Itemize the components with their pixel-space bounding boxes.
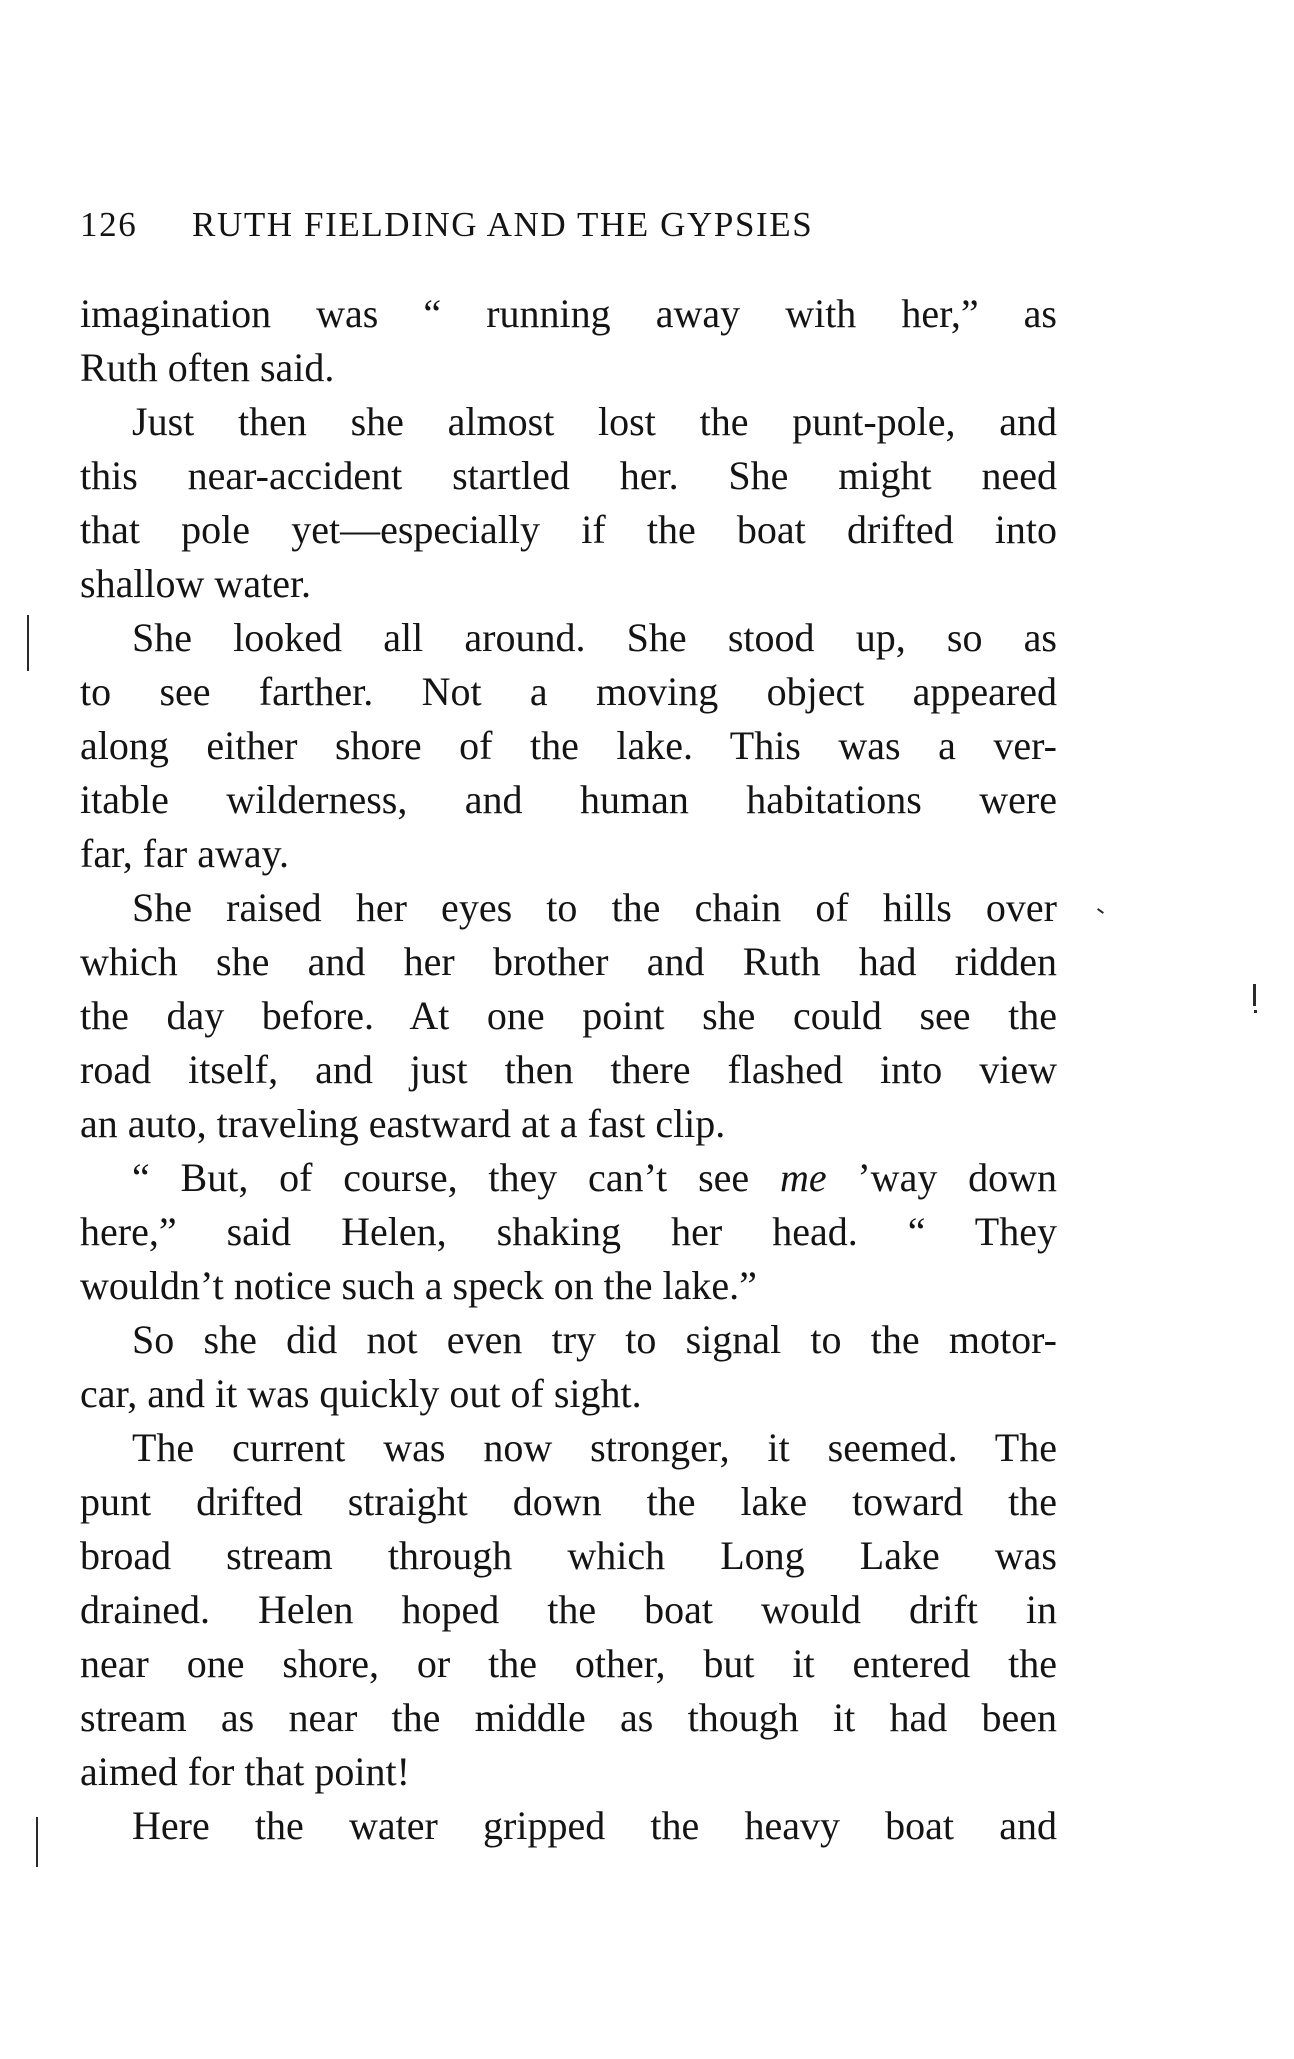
text-segment: “ But, of course, they can’t see bbox=[132, 1155, 750, 1200]
text-line: wouldn’t notice such a speck on the lake.” bbox=[80, 1263, 757, 1308]
margin-mark bbox=[1097, 908, 1104, 914]
text-line: aimed for that point! bbox=[80, 1749, 410, 1794]
text-line: imagination was “ running away with her,” as bbox=[80, 291, 1057, 336]
text-line: The current was now stronger, it seemed. The bbox=[132, 1425, 1057, 1470]
text-line: Here the water gripped the heavy boat and bbox=[132, 1803, 1057, 1848]
text-line: car, and it was quickly out of sight. bbox=[80, 1371, 642, 1416]
body-text bbox=[80, 287, 1057, 1853]
text-line: itable wilderness, and human habitations were bbox=[80, 777, 1057, 822]
margin-mark bbox=[27, 615, 29, 671]
text-line: far, far away. bbox=[80, 831, 289, 876]
text-line: So she did not even try to signal to the motor- bbox=[132, 1317, 1057, 1362]
text-line: She looked all around. She stood up, so as bbox=[132, 615, 1057, 660]
running-head bbox=[80, 205, 1080, 245]
text-line: this near-accident startled her. She might need bbox=[80, 453, 1057, 498]
text-line: near one shore, or the other, but it entered the bbox=[80, 1641, 1057, 1686]
text-line: punt drifted straight down the lake toward the bbox=[80, 1479, 1057, 1524]
text-line: drained. Helen hoped the boat would drift in bbox=[80, 1587, 1057, 1632]
text-line: to see farther. Not a moving object appeared bbox=[80, 669, 1057, 714]
book-title: RUTH FIELDING AND THE GYPSIES bbox=[192, 205, 814, 244]
text-line bbox=[80, 1151, 1057, 1205]
emphasis: me bbox=[779, 1155, 827, 1200]
text-line: Just then she almost lost the punt-pole, and bbox=[132, 399, 1057, 444]
text-line: along either shore of the lake. This was a ver- bbox=[80, 723, 1057, 768]
text-line: which she and her brother and Ruth had ridden bbox=[80, 939, 1057, 984]
text-line: shallow water. bbox=[80, 561, 312, 606]
page-number: 126 bbox=[80, 205, 138, 244]
text-line: She raised her eyes to the chain of hills over bbox=[132, 885, 1057, 930]
text-line: here,” said Helen, shaking her head. “ They bbox=[80, 1209, 1057, 1254]
margin-mark bbox=[36, 1817, 38, 1867]
text-segment: ’way down bbox=[826, 1155, 1057, 1200]
text-line: an auto, traveling eastward at a fast clip. bbox=[80, 1101, 726, 1146]
text-line: that pole yet—especially if the boat drifted into bbox=[80, 507, 1057, 552]
text-line: Ruth often said. bbox=[80, 345, 335, 390]
text-line: stream as near the middle as though it had been bbox=[80, 1695, 1057, 1740]
text-line: broad stream through which Long Lake was bbox=[80, 1533, 1057, 1578]
margin-mark bbox=[1253, 984, 1256, 1006]
margin-mark bbox=[1254, 1010, 1257, 1013]
text-line: road itself, and just then there flashed into view bbox=[80, 1047, 1057, 1092]
text-line: the day before. At one point she could see the bbox=[80, 993, 1057, 1038]
